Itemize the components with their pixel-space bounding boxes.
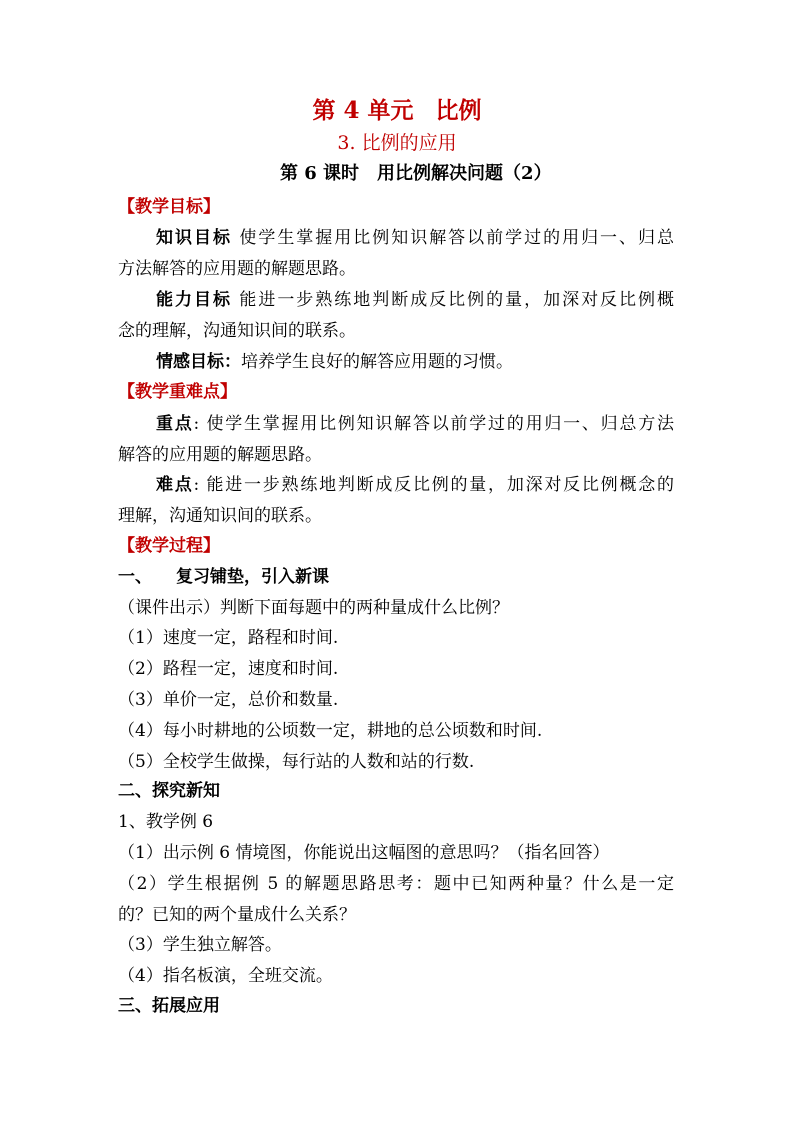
ability-objective-line1: 能力目标 能进一步熟练地判断成反比例的量，加深对反比例概	[156, 290, 675, 310]
part2-heading: 二、探究新知	[118, 781, 220, 801]
review-question-5: （5）全校学生做操，每行站的人数和站的行数.	[118, 752, 475, 772]
example-step-3: （3）学生独立解答。	[118, 935, 282, 955]
review-intro: （课件出示）判断下面每题中的两种量成什么比例？	[118, 598, 509, 618]
part1-heading: 一、 复习铺垫，引入新课	[118, 567, 329, 587]
key-point-line1: 重点: 使学生掌握用比例知识解答以前学过的用归一、归总方法	[156, 414, 674, 434]
emotion-objective-label: 情感目标：	[156, 352, 241, 372]
ability-objective-label: 能力目标	[156, 290, 232, 310]
example-title: 1、教学例 6	[118, 812, 214, 832]
knowledge-objective-label: 知识目标	[156, 228, 232, 248]
difficult-point-line2: 理解，沟通知识间的联系。	[118, 506, 322, 526]
example-step-4: （4）指名板演，全班交流。	[118, 966, 333, 986]
review-question-2: （2）路程一定，速度和时间.	[118, 659, 339, 679]
difficult-point-line1: 难点: 能进一步熟练地判断成反比例的量，加深对反比例概念的	[156, 475, 674, 495]
knowledge-objective-line2: 方法解答的应用题的解题思路。	[118, 259, 356, 279]
key-point-label: 重点	[156, 414, 194, 434]
unit-title	[0, 96, 794, 126]
review-question-4: （4）每小时耕地的公顷数一定，耕地的总公顷数和时间.	[118, 721, 543, 741]
emotion-objective: 情感目标：培养学生良好的解答应用题的习惯。	[156, 352, 513, 372]
unit-number: 第 4 单元	[312, 97, 414, 124]
unit-name: 比例	[435, 97, 482, 124]
lesson-title: 第 6 课时 用比例解决问题（2）	[280, 163, 552, 184]
ability-objective-line2: 念的理解，沟通知识间的联系。	[118, 321, 356, 341]
section-title: 3. 比例的应用	[337, 132, 457, 154]
review-question-3: （3）单价一定，总价和数量.	[118, 690, 339, 710]
knowledge-objective-line1: 知识目标 使学生掌握用比例知识解答以前学过的用归一、归总	[156, 228, 675, 248]
difficult-point-label: 难点	[156, 475, 194, 495]
objectives-heading: 【教学目标】	[118, 197, 220, 217]
example-step-1: （1）出示例 6 情境图，你能说出这幅图的意思吗？（指名回答）	[118, 843, 610, 863]
process-heading: 【教学过程】	[118, 536, 220, 556]
part3-heading: 三、拓展应用	[118, 996, 220, 1016]
example-step-2-line2: 的？已知的两个量成什么关系？	[118, 905, 356, 925]
key-point-line2: 解答的应用题的解题思路。	[118, 445, 322, 465]
review-question-1: （1）速度一定，路程和时间.	[118, 628, 339, 648]
key-points-heading: 【教学重难点】	[118, 382, 237, 402]
example-step-2-line1: （2）学生根据例 5 的解题思路思考：题中已知两种量？什么是一定	[118, 874, 674, 894]
